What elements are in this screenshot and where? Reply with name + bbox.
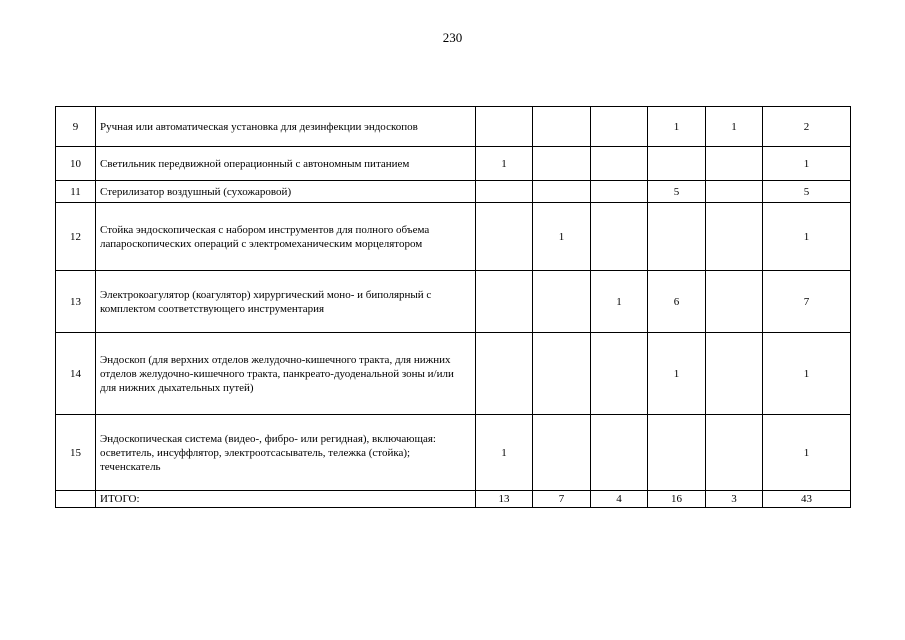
count-cell	[706, 203, 763, 271]
count-cell	[648, 203, 706, 271]
equipment-name: ИТОГО:	[96, 491, 476, 508]
equipment-name: Светильник передвижной операционный с автономным питанием	[96, 147, 476, 181]
count-cell	[533, 147, 591, 181]
row-number: 10	[56, 147, 96, 181]
table-row	[56, 271, 851, 333]
row-number: 11	[56, 181, 96, 203]
count-cell	[533, 415, 591, 491]
count-cell: 16	[648, 491, 706, 508]
count-cell: 3	[706, 491, 763, 508]
row-number: 14	[56, 333, 96, 415]
count-cell	[476, 107, 533, 147]
equipment-name: Стойка эндоскопическая с набором инструментов для полного объема лапароскопических операций с электромеханическим морцелятором	[96, 203, 476, 271]
count-cell	[706, 147, 763, 181]
count-cell	[706, 415, 763, 491]
count-cell	[476, 333, 533, 415]
count-cell: 1	[648, 333, 706, 415]
count-cell	[476, 203, 533, 271]
total-count: 1	[763, 147, 851, 181]
count-cell	[648, 415, 706, 491]
count-cell	[706, 271, 763, 333]
table-row	[56, 203, 851, 271]
count-cell	[648, 147, 706, 181]
total-count: 1	[763, 415, 851, 491]
count-cell	[591, 203, 648, 271]
count-cell: 1	[476, 415, 533, 491]
equipment-name: Ручная или автоматическая установка для дезинфекции эндоскопов	[96, 107, 476, 147]
equipment-name: Эндоскоп (для верхних отделов желудочно-кишечного тракта, для нижних отделов желудочно-кишечного тракта, панкреато-дуоденальной зоны и/или для нижних дыхательных путей)	[96, 333, 476, 415]
count-cell	[706, 333, 763, 415]
equipment-table	[55, 106, 851, 508]
table-row	[56, 147, 851, 181]
count-cell: 4	[591, 491, 648, 508]
row-number: 15	[56, 415, 96, 491]
total-count: 43	[763, 491, 851, 508]
table-row	[56, 415, 851, 491]
count-cell	[591, 415, 648, 491]
page-number: 230	[442, 30, 463, 45]
table-body	[56, 107, 851, 508]
count-cell: 1	[591, 271, 648, 333]
table-row	[56, 181, 851, 203]
total-row	[56, 491, 851, 508]
total-count: 5	[763, 181, 851, 203]
count-cell	[533, 271, 591, 333]
count-cell	[533, 181, 591, 203]
equipment-name: Стерилизатор воздушный (сухожаровой)	[96, 181, 476, 203]
total-count: 1	[763, 203, 851, 271]
row-number	[56, 491, 96, 508]
count-cell: 13	[476, 491, 533, 508]
count-cell	[533, 333, 591, 415]
total-count: 2	[763, 107, 851, 147]
count-cell	[476, 271, 533, 333]
count-cell	[591, 147, 648, 181]
equipment-name: Электрокоагулятор (коагулятор) хирургический моно- и биполярный с комплектом соответствующего инструментария	[96, 271, 476, 333]
equipment-name: Эндоскопическая система (видео-, фибро- или регидная), включающая: осветитель, инсуффлятор, электроотсасыватель, тележка (стойка); теченскатель	[96, 415, 476, 491]
row-number: 13	[56, 271, 96, 333]
count-cell	[476, 181, 533, 203]
count-cell	[591, 181, 648, 203]
count-cell	[591, 333, 648, 415]
count-cell	[591, 107, 648, 147]
table-row	[56, 333, 851, 415]
row-number: 12	[56, 203, 96, 271]
row-number: 9	[56, 107, 96, 147]
count-cell: 6	[648, 271, 706, 333]
total-count: 1	[763, 333, 851, 415]
count-cell: 1	[476, 147, 533, 181]
count-cell: 1	[706, 107, 763, 147]
count-cell: 1	[648, 107, 706, 147]
total-count: 7	[763, 271, 851, 333]
count-cell: 7	[533, 491, 591, 508]
count-cell: 1	[533, 203, 591, 271]
count-cell	[533, 107, 591, 147]
table-row	[56, 107, 851, 147]
count-cell: 5	[648, 181, 706, 203]
count-cell	[706, 181, 763, 203]
